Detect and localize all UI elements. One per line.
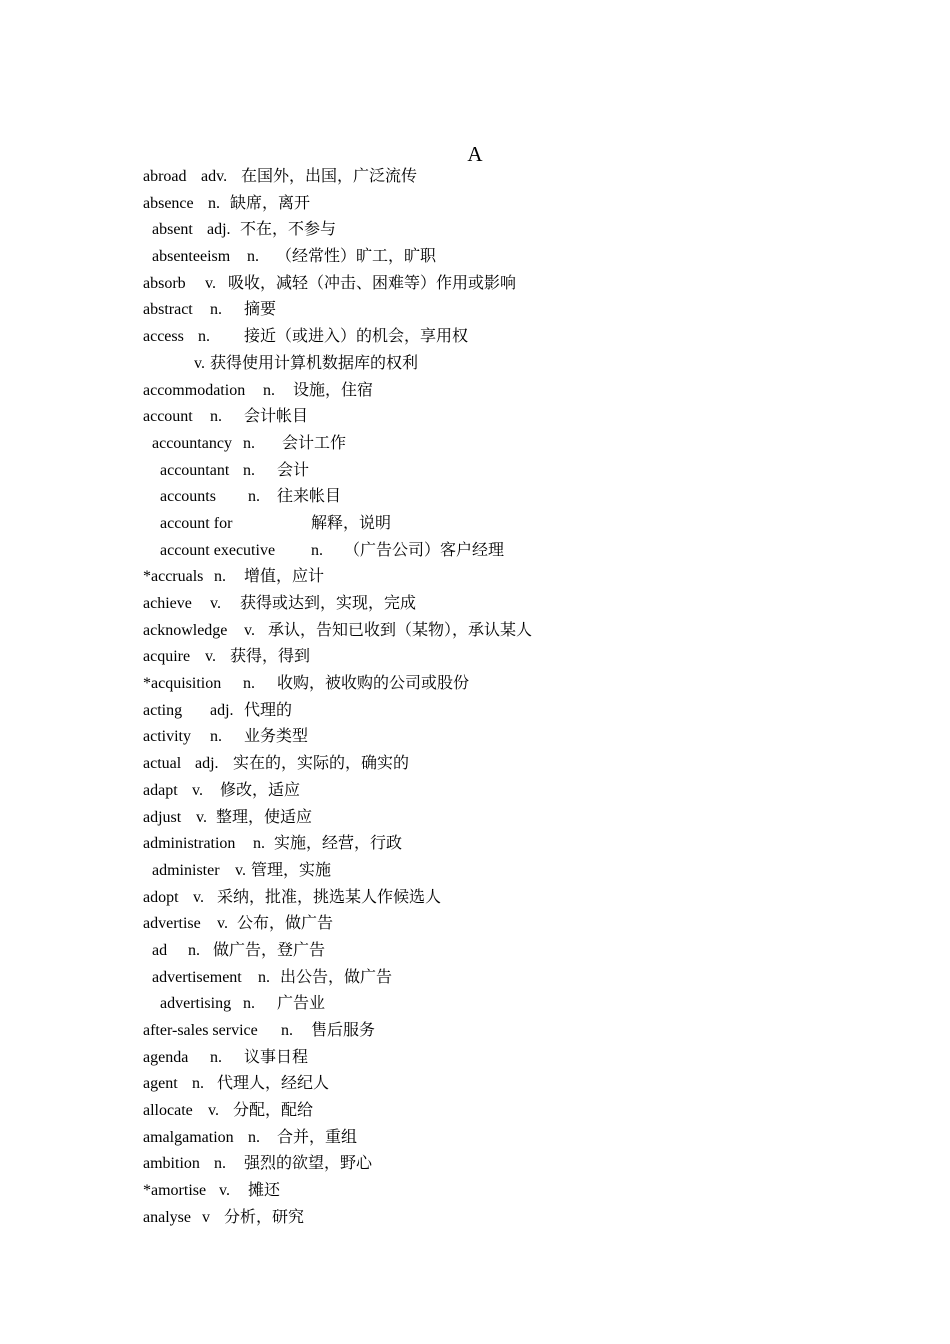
- entry-word: accountant: [160, 461, 230, 479]
- glossary-entry: [143, 591, 843, 618]
- entry-word: advertising: [160, 995, 232, 1013]
- glossary-entry: [143, 217, 843, 244]
- entry-part-of-speech: adj.: [207, 221, 231, 239]
- entry-definition: 不在，不参与: [240, 221, 337, 239]
- entry-word: advertisement: [152, 968, 242, 986]
- entry-definition: 分配，配给: [233, 1102, 314, 1120]
- entry-definition: 缺席，离开: [230, 194, 311, 212]
- glossary-entry: [143, 698, 843, 725]
- glossary-entry: [143, 778, 843, 805]
- entry-word: *accruals: [143, 568, 204, 586]
- section-heading: A: [467, 142, 483, 166]
- entry-definition: 接近（或进入）的机会，享用权: [244, 328, 469, 346]
- glossary-entry: [143, 431, 843, 458]
- entry-definition: 广告业: [277, 995, 326, 1013]
- entry-word: account for: [160, 514, 233, 532]
- entry-word: allocate: [143, 1102, 193, 1120]
- glossary-entry: [143, 297, 843, 324]
- glossary-entry: [143, 1125, 843, 1152]
- entry-definition: 会计帐目: [244, 408, 309, 426]
- entry-word: account: [143, 408, 193, 426]
- entry-word: acting: [143, 701, 183, 719]
- entry-word: *acquisition: [143, 675, 222, 693]
- entry-part-of-speech: v.: [196, 808, 207, 826]
- glossary-entry: [143, 244, 843, 271]
- entry-definition: 往来帐目: [277, 488, 342, 506]
- glossary-entry: [143, 751, 843, 778]
- entry-part-of-speech: n.: [248, 488, 260, 506]
- entry-part-of-speech: n.: [311, 541, 323, 559]
- entry-part-of-speech: n.: [214, 1155, 226, 1173]
- entry-part-of-speech: v.: [208, 1102, 219, 1120]
- glossary-entry: [143, 1178, 843, 1205]
- entry-word: account executive: [160, 541, 276, 559]
- entry-word: abstract: [143, 301, 193, 319]
- entry-definition: 获得使用计算机数据库的权利: [210, 354, 419, 372]
- entry-part-of-speech: n.: [210, 1048, 222, 1066]
- entry-definition: 整理，使适应: [216, 808, 313, 826]
- entry-part-of-speech: adj.: [210, 701, 234, 719]
- entry-definition: 摊还: [248, 1182, 281, 1200]
- entry-word: accountancy: [152, 434, 232, 452]
- entry-part-of-speech: n.: [214, 568, 226, 586]
- entry-definition: 实施，经营，行政: [274, 835, 403, 853]
- glossary-entry: [143, 858, 843, 885]
- entry-word: adapt: [143, 781, 178, 799]
- entry-definition: 设施，住宿: [293, 381, 374, 399]
- glossary-list: [143, 164, 843, 1232]
- glossary-entry: [143, 458, 843, 485]
- entry-word: achieve: [143, 595, 192, 612]
- glossary-entry: [143, 1018, 843, 1045]
- entry-word: absent: [152, 221, 193, 239]
- entry-word: absenteeism: [152, 248, 231, 266]
- glossary-entry: [143, 911, 843, 938]
- entry-definition: 获得或达到，实现，完成: [240, 595, 417, 612]
- glossary-entry: [143, 671, 843, 698]
- entry-definition: 解释，说明: [311, 514, 392, 532]
- entry-part-of-speech: n.: [243, 675, 255, 693]
- entry-word: actual: [143, 755, 182, 773]
- entry-part-of-speech: n.: [243, 434, 255, 452]
- entry-word: abroad: [143, 168, 187, 185]
- glossary-entry: [143, 1071, 843, 1098]
- entry-word: administer: [152, 861, 220, 879]
- entry-part-of-speech: n.: [208, 194, 220, 212]
- entry-definition: 摘要: [244, 301, 277, 319]
- entry-word: adopt: [143, 888, 179, 906]
- entry-word: administration: [143, 835, 236, 853]
- entry-part-of-speech: v.: [210, 595, 221, 612]
- glossary-entry: [143, 991, 843, 1018]
- glossary-entry: [143, 885, 843, 912]
- entry-part-of-speech: n.: [210, 728, 222, 746]
- entry-word: after-sales service: [143, 1022, 258, 1039]
- entry-part-of-speech: n.: [253, 835, 265, 853]
- entry-definition: （广告公司）客户经理: [344, 541, 505, 559]
- glossary-entry: [143, 618, 843, 645]
- glossary-entry: [143, 378, 843, 405]
- entry-definition: 分析，研究: [224, 1208, 305, 1226]
- entry-definition: 出公告，做广告: [280, 968, 393, 986]
- glossary-entry: [143, 805, 843, 832]
- glossary-entry: [143, 938, 843, 965]
- entry-word: agenda: [143, 1048, 189, 1066]
- entry-word: absence: [143, 194, 194, 212]
- glossary-entry: [143, 1205, 843, 1232]
- entry-definition: 公布，做广告: [237, 915, 334, 933]
- glossary-entry: [143, 1045, 843, 1072]
- entry-definition: 吸收，减轻（冲击、困难等）作用或影响: [228, 274, 517, 292]
- entry-definition: 收购，被收购的公司或股份: [277, 675, 470, 693]
- entry-part-of-speech: v.: [205, 274, 216, 292]
- entry-definition: 获得，得到: [230, 648, 311, 666]
- entry-part-of-speech: adj.: [195, 755, 219, 773]
- glossary-entry: [143, 1151, 843, 1178]
- entry-definition: 采纳，批准，挑选某人作候选人: [217, 888, 442, 906]
- glossary-entry: [143, 404, 843, 431]
- entry-part-of-speech: n.: [243, 461, 255, 479]
- glossary-entry: [143, 191, 843, 218]
- entry-part-of-speech: adv.: [201, 168, 228, 185]
- glossary-entry: [143, 831, 843, 858]
- entry-definition: 做广告，登广告: [213, 941, 326, 959]
- entry-definition: 议事日程: [244, 1048, 309, 1066]
- entry-definition: 代理的: [244, 701, 293, 719]
- entry-definition: （经常性）旷工，旷职: [276, 248, 437, 266]
- entry-part-of-speech: v: [202, 1208, 210, 1226]
- entry-definition: 承认，告知已收到（某物），承认某人: [268, 621, 533, 639]
- entry-part-of-speech: n.: [248, 1128, 260, 1146]
- entry-word: absorb: [143, 274, 186, 292]
- entry-definition: 会计工作: [282, 434, 347, 452]
- entry-word: amalgamation: [143, 1128, 234, 1146]
- glossary-entry: [143, 965, 843, 992]
- glossary-entry: [143, 351, 843, 378]
- entry-part-of-speech: v.: [244, 621, 255, 639]
- entry-word: acknowledge: [143, 621, 228, 639]
- entry-part-of-speech: n.: [281, 1022, 293, 1039]
- entry-part-of-speech: n.: [188, 941, 200, 959]
- entry-part-of-speech: n.: [210, 301, 222, 319]
- entry-word: adjust: [143, 808, 182, 826]
- glossary-entry: [143, 511, 843, 538]
- glossary-entry: [143, 271, 843, 298]
- glossary-entry: [143, 644, 843, 671]
- glossary-entry: [143, 564, 843, 591]
- glossary-entry: [143, 484, 843, 511]
- entry-part-of-speech: v.: [193, 888, 204, 906]
- entry-word: ambition: [143, 1155, 200, 1173]
- entry-definition: 强烈的欲望，野心: [244, 1155, 373, 1173]
- entry-part-of-speech: v.: [235, 861, 246, 879]
- entry-definition: 合并，重组: [277, 1128, 358, 1146]
- glossary-entry: [143, 724, 843, 751]
- entry-definition: 会计: [277, 461, 310, 479]
- entry-part-of-speech: n.: [198, 328, 210, 346]
- entry-word: access: [143, 328, 184, 346]
- entry-definition: 在国外，出国，广泛流传: [241, 168, 418, 185]
- glossary-entry: [143, 538, 843, 565]
- entry-part-of-speech: v.: [192, 781, 203, 799]
- entry-word: ad: [152, 941, 168, 959]
- glossary-entry: [143, 324, 843, 351]
- entry-part-of-speech: v.: [219, 1182, 230, 1200]
- entry-word: activity: [143, 728, 191, 746]
- entry-part-of-speech: n.: [258, 968, 270, 986]
- glossary-entry: [143, 164, 843, 191]
- entry-word: accommodation: [143, 381, 246, 399]
- entry-definition: 管理，实施: [251, 861, 332, 879]
- glossary-entry: [143, 1098, 843, 1125]
- entry-part-of-speech: v.: [194, 354, 205, 372]
- entry-word: acquire: [143, 648, 191, 666]
- entry-word: *amortise: [143, 1182, 207, 1200]
- entry-part-of-speech: n.: [263, 381, 275, 399]
- entry-definition: 代理人，经纪人: [217, 1075, 330, 1093]
- entry-definition: 增值，应计: [244, 568, 325, 586]
- entry-definition: 修改，适应: [220, 781, 301, 799]
- entry-word: analyse: [143, 1208, 191, 1226]
- entry-definition: 售后服务: [311, 1022, 376, 1039]
- entry-word: advertise: [143, 915, 201, 933]
- entry-part-of-speech: n.: [192, 1075, 204, 1093]
- entry-word: agent: [143, 1075, 178, 1093]
- entry-part-of-speech: n.: [210, 408, 222, 426]
- entry-part-of-speech: n.: [247, 248, 259, 266]
- entry-part-of-speech: n.: [243, 995, 255, 1013]
- entry-definition: 实在的，实际的，确实的: [233, 755, 410, 773]
- entry-part-of-speech: v.: [217, 915, 228, 933]
- entry-definition: 业务类型: [244, 728, 309, 746]
- entry-word: accounts: [160, 488, 216, 506]
- entry-part-of-speech: v.: [205, 648, 216, 666]
